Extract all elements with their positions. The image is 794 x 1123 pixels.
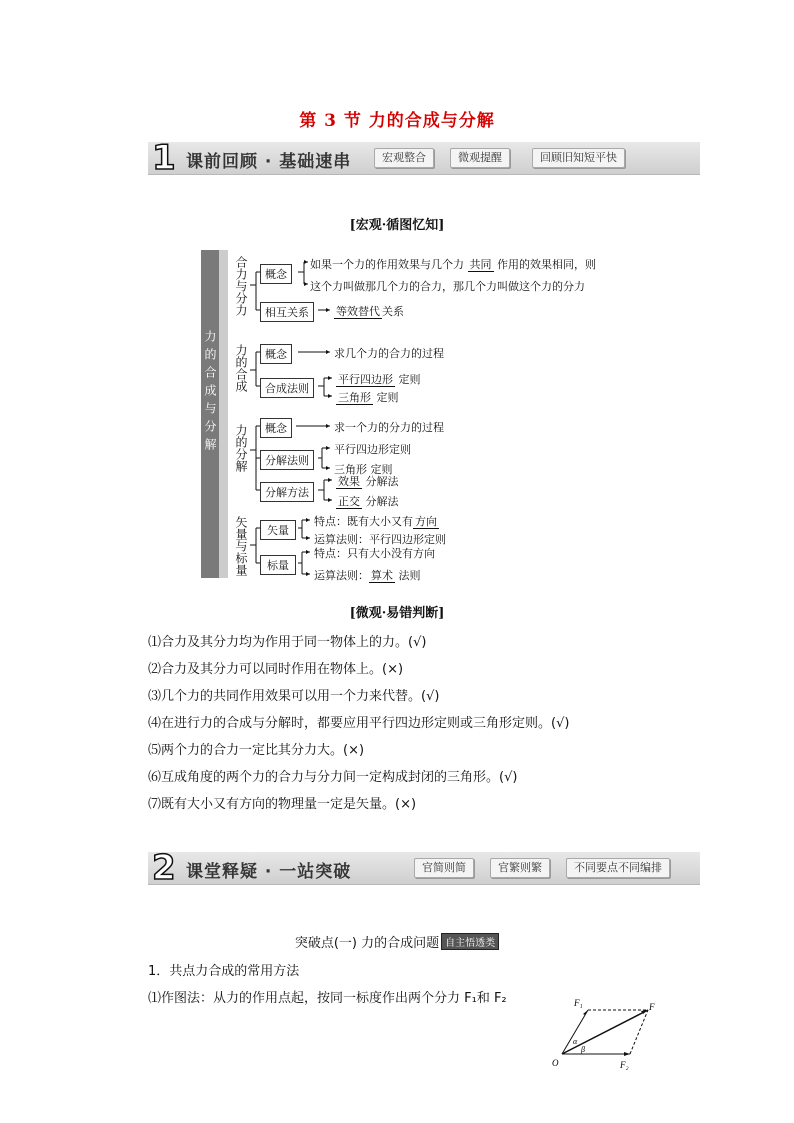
point-heading: 1．共点力合成的常用方法 — [148, 964, 300, 979]
c1-text-line2: 这个力叫做那几个力的合力，那几个力叫做这个力的分力 — [310, 280, 585, 293]
box-relation: 相互关系 — [260, 302, 314, 322]
micro-title: [微观·易错判断] — [349, 606, 445, 621]
section-number: 2 — [152, 848, 176, 888]
tag-arrange: 不同要点不同编排 — [566, 858, 670, 878]
c4-fill-arithmetic: 算术 — [371, 569, 393, 582]
c1-fill-equivalent: 等效替代 — [336, 305, 380, 318]
c4-vector-feature — [314, 513, 439, 529]
c4-vector-rule: 运算法则：平行四边形定则 — [314, 533, 446, 546]
box-concept-3: 概念 — [260, 418, 292, 438]
label-alpha: α — [573, 1037, 578, 1046]
judgement-item: ⑸两个力的合力一定比其分力大。(×) — [148, 743, 365, 758]
c4-fill-direction: 方向 — [415, 515, 437, 528]
c3-method-b — [336, 493, 399, 509]
label-f: F — [649, 1002, 655, 1012]
c1-text-line1 — [310, 256, 596, 272]
category-decomposition: 力的分解 — [234, 424, 248, 472]
c1-text1a: 如果一个力的作用效果与几个力 — [310, 258, 464, 271]
category-composition: 力的合成 — [234, 344, 248, 392]
diagram-root-label: 力的合成与分解 — [203, 330, 217, 456]
box-vector: 矢量 — [260, 520, 296, 540]
tag-macro: 宏观整合 — [374, 148, 434, 168]
c4-v-feat: 特点：既有大小又有 — [314, 515, 413, 528]
force-parallelogram-figure — [548, 998, 658, 1074]
box-concept-2: 概念 — [260, 344, 292, 364]
category-vector-scalar: 矢量与标量 — [234, 516, 248, 576]
macro-title: [宏观·循图忆知] — [349, 218, 445, 233]
c3-method-tail-a: 分解法 — [365, 475, 399, 488]
c2-fill-triangle: 三角形 — [338, 391, 371, 404]
c3-fill-effect: 效果 — [338, 475, 360, 488]
point-text: ⑴作图法：从力的作用点起，按同一标度作出两个分力 F₁和 F₂ — [148, 991, 507, 1006]
judgement-item: ⑷在进行力的合成与分解时，都要应用平行四边形定则或三角形定则。(√) — [148, 716, 570, 731]
tag-complex: 官繁则繁 — [490, 858, 550, 878]
label-f1: F₁ — [574, 998, 583, 1008]
box-scalar: 标量 — [260, 555, 296, 575]
c2-rule-a — [336, 371, 421, 387]
label-f2: F₂ — [620, 1060, 629, 1070]
c3-method-a — [336, 473, 399, 489]
c2-rule-tail-a: 定则 — [398, 373, 421, 386]
c3-rule-b: 三角形 定则 — [334, 463, 393, 476]
tag-review: 回顾旧知短平快 — [532, 148, 625, 168]
judgement-item: ⑺既有大小又有方向的物理量一定是矢量。(×) — [148, 797, 417, 812]
c1-fill-common: 共同 — [469, 258, 492, 271]
box-decompose-method: 分解方法 — [260, 482, 314, 502]
c4-s-rule-tail: 法则 — [398, 569, 421, 582]
c2-rule-b — [336, 389, 399, 405]
box-decompose-rule: 分解法则 — [260, 450, 314, 470]
label-beta: β — [581, 1045, 585, 1054]
judgement-item: ⑴合力及其分力均为作用于同一物体上的力。(√) — [148, 635, 427, 650]
box-compose-rule: 合成法则 — [260, 378, 314, 398]
section-heading: 课堂释疑 · 一站突破 — [186, 862, 352, 882]
dash-right — [630, 1010, 648, 1054]
c2-rule-tail-b: 定则 — [376, 391, 399, 404]
c4-scalar-rule — [314, 567, 421, 583]
category-resultant: 合力与分力 — [234, 256, 248, 316]
c3-fill-orthogonal: 正交 — [338, 495, 360, 508]
c1-relation-text — [334, 303, 404, 319]
section-heading: 课前回顾 · 基础速串 — [186, 152, 352, 172]
judgement-item: ⑹互成角度的两个力的合力与分力间一定构成封闭的三角形。(√) — [148, 770, 518, 785]
section-number: 1 — [152, 138, 176, 178]
c3-concept-text: 求一个力的分力的过程 — [334, 421, 444, 434]
c1-text1c: 作用的效果相同，则 — [497, 258, 596, 271]
c4-scalar-feature: 特点：只有大小没有方向 — [314, 547, 435, 560]
c2-fill-parallelogram: 平行四边形 — [338, 373, 393, 386]
box-concept-1: 概念 — [260, 264, 292, 284]
tag-simple: 官简则简 — [414, 858, 474, 878]
page-title: 第 3 节 力的合成与分解 — [299, 111, 495, 131]
section-banner-2 — [148, 848, 700, 888]
breakthrough-title-text: 突破点(一) 力的合成问题 — [294, 936, 440, 951]
c1-rel-tail: 关系 — [382, 305, 404, 318]
c2-concept-text: 求几个力的合力的过程 — [334, 347, 444, 360]
c3-rule-a: 平行四边形定则 — [334, 443, 411, 456]
c3-method-tail-b: 分解法 — [365, 495, 399, 508]
tag-micro: 微观提醒 — [450, 148, 510, 168]
diagram-root — [201, 250, 219, 578]
judgement-item: ⑵合力及其分力可以同时作用在物体上。(×) — [148, 662, 404, 677]
c4-s-rule: 运算法则： — [314, 569, 369, 582]
judgement-item: ⑶几个力的共同作用效果可以用一个力来代替。(√) — [148, 689, 440, 704]
breakthrough-title — [0, 932, 794, 951]
label-o: O — [552, 1058, 559, 1068]
self-study-badge: 自主悟透类 — [441, 933, 499, 950]
